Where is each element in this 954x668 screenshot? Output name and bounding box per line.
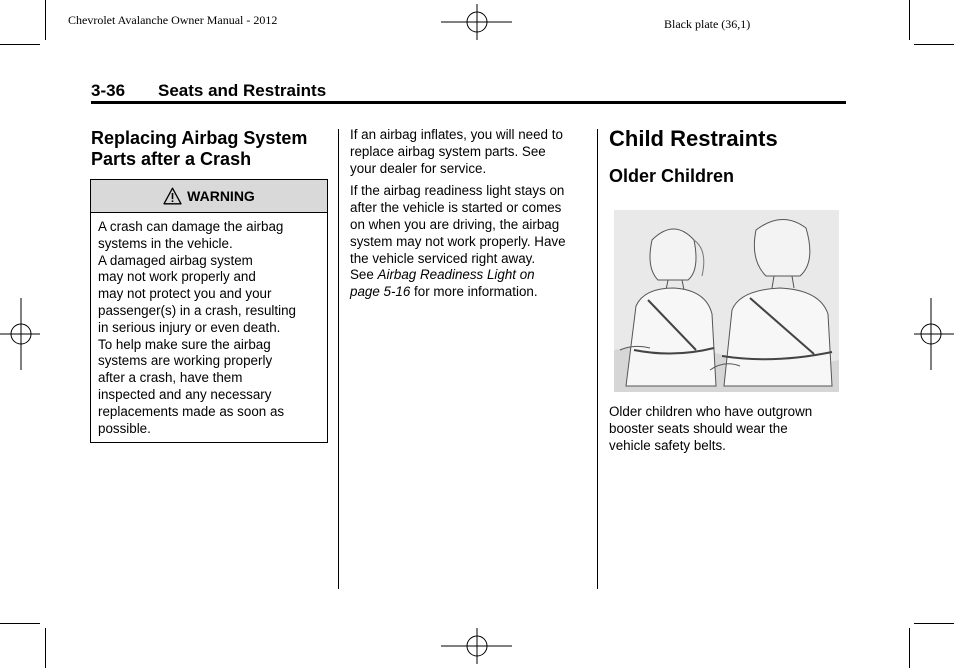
cross-reference-page[interactable]: page 5-16 [350,284,411,300]
warning-triangle-icon [163,187,182,205]
older-children-heading: Older Children [609,166,735,186]
manual-title: Chevrolet Avalanche Owner Manual - 2012 [68,13,278,27]
section-title: Seats and Restraints [158,81,327,100]
paragraph-inflation: If an airbag inflates, you will need to replace airbag system parts. See your dealer for service. [350,127,563,176]
warning-header [91,180,327,213]
warning-label: WARNING [187,188,255,204]
airbag-text [350,127,590,307]
older-children-caption: Older children who have outgrown booster seats should wear the vehicle safety belts. [609,404,813,453]
airbag-replacement-heading: Replacing Airbag System Parts after a Crash [91,128,308,169]
page-number: 3-36 [91,81,126,100]
older-children-illustration [614,210,839,392]
section-header [91,81,326,101]
warning-box [90,179,328,443]
cross-reference-link[interactable]: Airbag Readiness Light on [377,267,535,283]
column-divider-1 [338,129,339,589]
plate-label: Black plate (36,1) [664,17,751,31]
paragraph-readiness-light: If the airbag readiness light stays on after the vehicle is started or comes on when you are driving, the airbag system may not work properly. Have the vehicle serviced right away. See Airbag Readiness Light on page 5-16 for more information. [350,183,566,300]
warning-text: A crash can damage the airbag systems in the vehicle. A damaged airbag system may not work properly and may not protect you and your passenger(s) in a crash, resulting in serious injury or even death. To help make sure the airbag systems are working properly after a crash, have them inspected and any necessary replacements made as soon as possible. [98,219,296,436]
column-divider-2 [597,129,598,589]
child-restraints-heading: Child Restraints [609,126,778,151]
header-rule [91,101,846,104]
